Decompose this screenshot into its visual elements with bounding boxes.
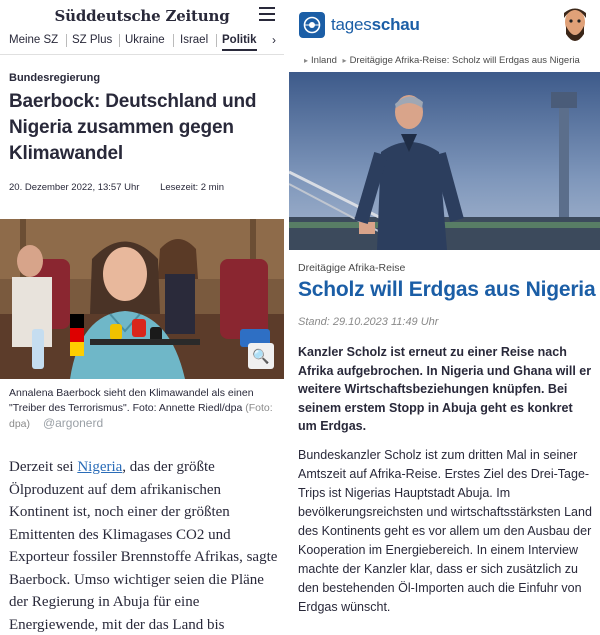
breadcrumb-arrow-icon: ▸ — [342, 56, 347, 65]
sz-header — [0, 0, 284, 30]
nav-item-politik[interactable]: Politik — [222, 34, 257, 51]
chevron-right-icon[interactable]: › — [272, 33, 276, 47]
ts-article-panel — [289, 0, 600, 635]
article-title: Baerbock: Deutschland und Nigeria zusammen gegen Klimawandel — [9, 91, 257, 164]
nav-item-ukraine[interactable]: Ukraine — [125, 34, 165, 46]
breadcrumb-inland[interactable]: Inland — [311, 55, 337, 66]
article-meta — [9, 182, 224, 193]
hamburger-menu-icon[interactable] — [259, 7, 275, 22]
logo-light: tages — [331, 15, 372, 34]
scholz-photo[interactable] — [289, 72, 600, 250]
watermark: @argonerd — [42, 416, 104, 430]
body-text-start: Derzeit sei — [9, 459, 78, 475]
sz-section-nav — [0, 31, 284, 55]
tagesschau-logo-icon[interactable] — [299, 12, 325, 38]
nav-item-sz-plus[interactable]: SZ Plus — [72, 34, 113, 46]
sz-article-panel — [0, 0, 284, 635]
article-kicker: Bundesregierung — [9, 72, 101, 84]
caption-text: Annalena Baerbock sieht den Klimawandel als einen "Treiber des Terrorismus". Foto: Annette Riedl/dpa — [9, 387, 254, 414]
article-date: Stand: 29.10.2023 11:49 Uhr — [298, 316, 439, 328]
breadcrumb-arrow-icon: ▸ — [304, 56, 309, 65]
breadcrumb-article[interactable]: Dreitägige Afrika-Reise: Scholz will Erdgas aus Nigeria — [349, 55, 580, 66]
baerbock-photo[interactable] — [0, 219, 284, 379]
article-lead: Kanzler Scholz ist erneut zu einer Reise nach Afrika aufgebrochen. In Nigeria und Ghana will er weitere Wirtschaftsbeziehungen knüpfen. Bei seinem erstem Stopp in Abuja geht es konkret um Erdgas. — [298, 345, 592, 433]
caption-credit: (Foto: dpa) — [9, 402, 273, 430]
sz-logo[interactable]: Süddeutsche Zeitung — [54, 7, 230, 25]
body-text-rest: , das der größte Ölproduzent auf dem afrikanischen Kontinent ist, noch einer der größten Emittenten des Klimagases CO2 und Exporteur fossiler Brennstoffe Afrikas, sagte Baerbock. Umso wichtiger seien die Pläne der Regierung in Abuja für eine Energiewende, mit der das Land bis — [9, 459, 278, 633]
logo-bold: schau — [371, 15, 420, 34]
nav-item-israel[interactable]: Israel — [180, 34, 209, 46]
article-body — [9, 456, 279, 635]
article-date: 20. Dezember 2022, 13:57 Uhr — [9, 182, 140, 193]
tagesschau-logo[interactable] — [331, 15, 420, 35]
article-body: Bundeskanzler Scholz ist zum dritten Mal in seiner Amtszeit auf Afrika-Reise. Erstes Ziel des Drei-Tage-Trips ist Nigerias Hauptstadt Abuja. Im bevölkerungsreichsten und wirtschaftsstärksten Land des Kontinents geht es vor allem um den Ausbau der Kooperation im Energiebereich. In einem Interview machte der Kanzler klar, dass er sich zusätzlich zu den bestehenden Öl-Importen auch die Einfuhr von Erdgas wünscht. — [298, 448, 592, 614]
ts-header — [289, 0, 600, 52]
nav-item-meine-sz[interactable]: Meine SZ — [9, 34, 59, 46]
avatar[interactable] — [561, 4, 589, 48]
nigeria-link[interactable]: Nigeria — [77, 459, 123, 475]
breadcrumb — [301, 55, 580, 66]
read-time: Lesezeit: 2 min — [160, 182, 224, 193]
article-topline: Dreitägige Afrika-Reise — [298, 262, 406, 274]
zoom-icon[interactable]: 🔍 — [248, 343, 274, 369]
photo-caption — [9, 386, 275, 432]
article-title: Scholz will Erdgas aus Nigeria — [298, 278, 596, 301]
